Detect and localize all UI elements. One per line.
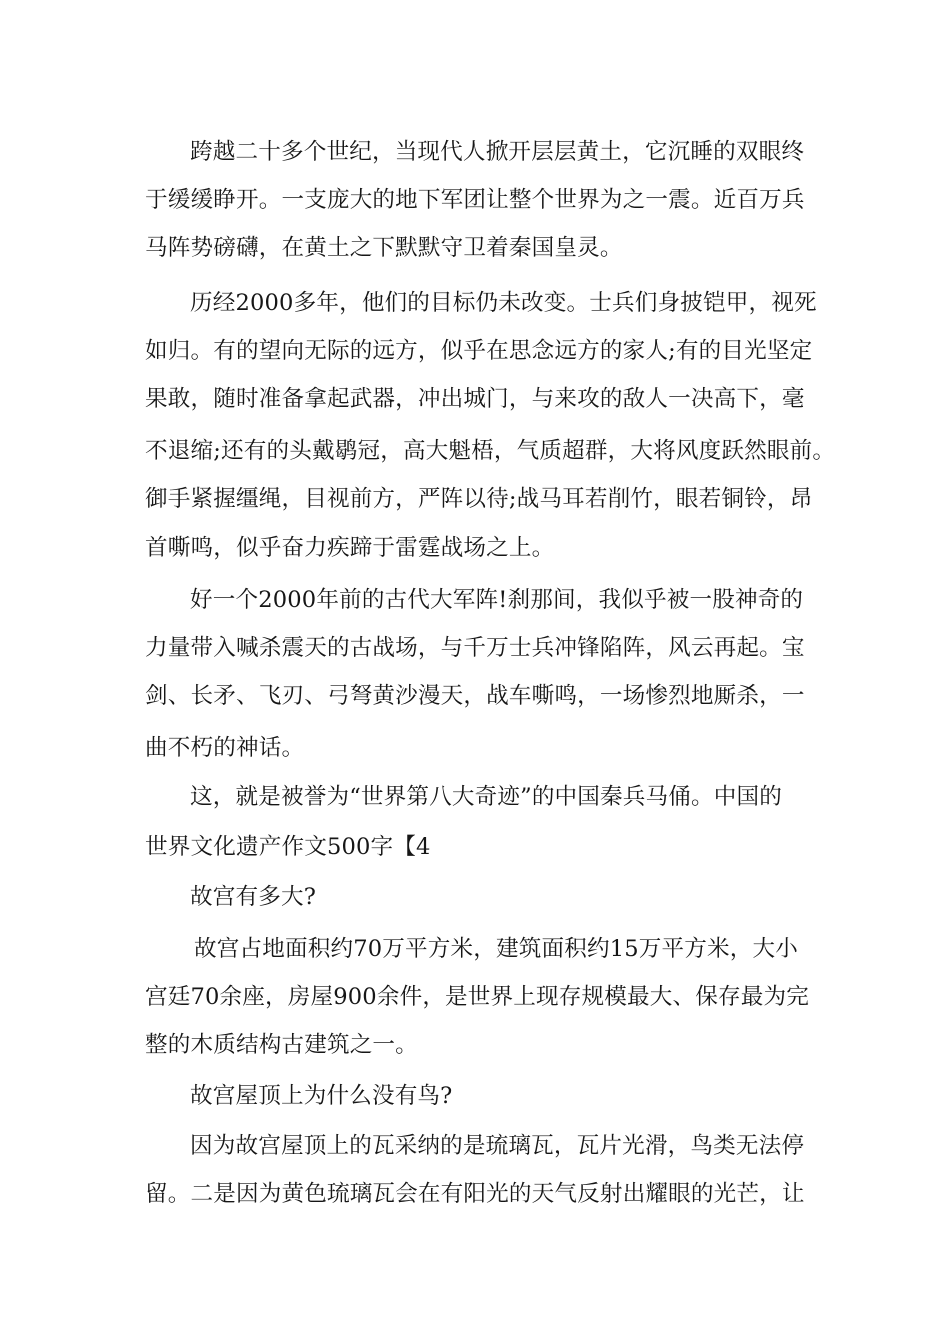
text-line: 不退缩;还有的头戴鹖冠，高大魁梧，气质超群，大将风度跃然眼前。 bbox=[145, 438, 836, 464]
text-line: 世界文化遗产作文500字【4 bbox=[145, 834, 431, 860]
text-line: 宫廷70余座，房屋900余件，是世界上现存规模最大、保存最为完 bbox=[145, 984, 809, 1010]
text-line: 这，就是被誉为“世界第八大奇迹”的中国秦兵马俑。中国的 bbox=[190, 784, 782, 810]
text-line: 力量带入喊杀震天的古战场，与千万士兵冲锋陷阵，风云再起。宝 bbox=[145, 635, 805, 661]
text-line: 整的木质结构古建筑之一。 bbox=[145, 1032, 418, 1058]
text-line: 首嘶鸣，似乎奋力疾蹄于雷霆战场之上。 bbox=[145, 535, 555, 561]
text-line: 留。二是因为黄色琉璃瓦会在有阳光的天气反射出耀眼的光芒，让 bbox=[145, 1181, 805, 1207]
text-line: 跨越二十多个世纪，当现代人掀开层层黄土，它沉睡的双眼终 bbox=[190, 139, 805, 165]
text-line: 马阵势磅礴，在黄土之下默默守卫着秦国皇灵。 bbox=[145, 235, 623, 261]
text-line: 如归。有的望向无际的远方，似乎在思念远方的家人;有的目光坚定 bbox=[145, 338, 813, 364]
text-line: 故宫占地面积约70万平方米，建筑面积约15万平方米，大小 bbox=[194, 936, 798, 962]
text-line: 果敢，随时准备拿起武器，冲出城门，与来攻的敌人一决高下，毫 bbox=[145, 386, 805, 412]
text-line: 因为故宫屋顶上的瓦采纳的是琉璃瓦，瓦片光滑，鸟类无法停 bbox=[190, 1133, 805, 1159]
text-line: 故宫有多大? bbox=[190, 884, 316, 910]
text-line: 好一个2000年前的古代大军阵!刹那间，我似乎被一股神奇的 bbox=[190, 587, 804, 613]
text-line: 历经2000多年，他们的目标仍未改变。士兵们身披铠甲，视死 bbox=[190, 290, 817, 316]
text-line: 故宫屋顶上为什么没有鸟? bbox=[190, 1083, 453, 1109]
text-line: 于缓缓睁开。一支庞大的地下军团让整个世界为之一震。近百万兵 bbox=[145, 187, 805, 213]
text-line: 曲不朽的神话。 bbox=[145, 735, 305, 761]
text-line: 御手紧握缰绳，目视前方，严阵以待;战马耳若削竹，眼若铜铃，昂 bbox=[145, 486, 813, 512]
text-line: 剑、长矛、飞刃、弓弩黄沙漫天，战车嘶鸣，一场惨烈地厮杀，一 bbox=[145, 683, 805, 709]
